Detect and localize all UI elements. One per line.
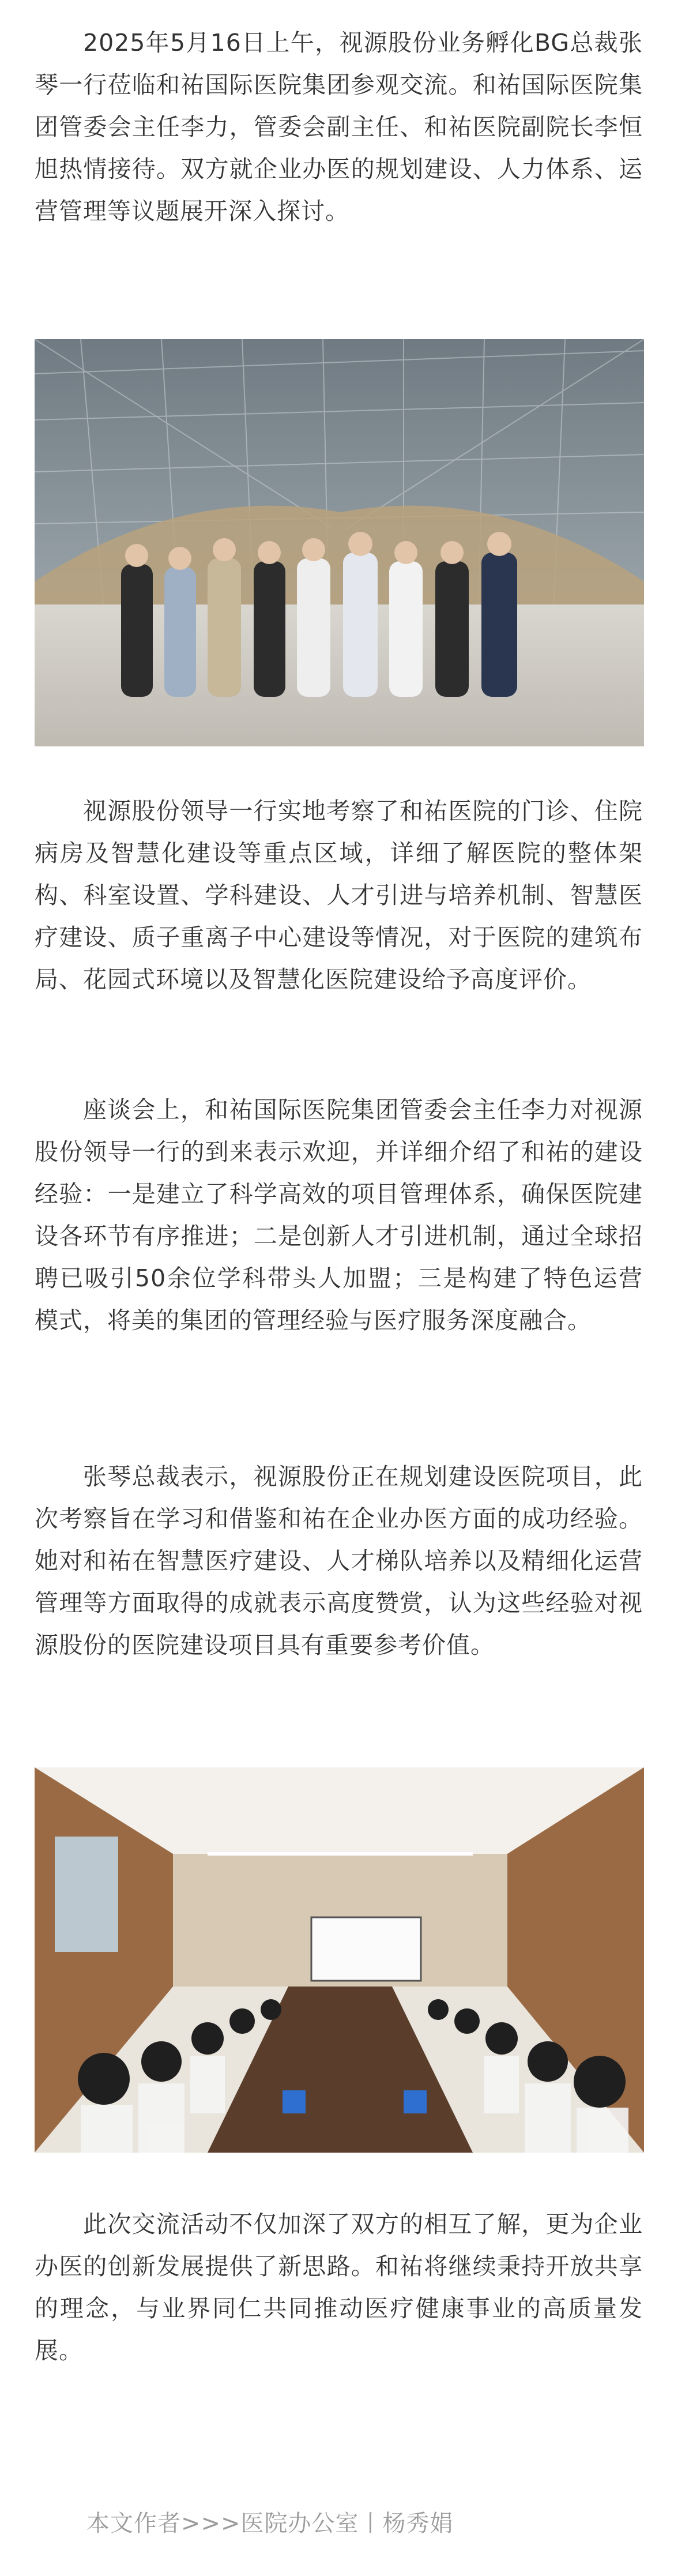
paragraph-intro: 2025年5月16日上午，视源股份业务孵化BG总裁张琴一行莅临和祐国际医院集团参观交流。和祐国际医院集团管委会主任李力，管委会副主任、和祐医院副院长李恒旭热情接待。双方就企业办医的规划建设、人力体系、运营管理等议题展开深入探讨。 [35, 29, 643, 225]
paragraph-meeting: 座谈会上，和祐国际医院集团管委会主任李力对视源股份领导一行的到来表示欢迎，并详细介绍了和祐的建设经验：一是建立了科学高效的项目管理体系，确保医院建设各环节有序推进；二是创新人才引进机制，通过全球招聘已吸引50余位学科带头人加盟；三是构建了特色运营模式，将美的集团的管理经验与医疗服务深度融合。 [35, 1096, 643, 1334]
group-photo [35, 339, 644, 746]
paragraph-remarks: 张琴总裁表示，视源股份正在规划建设医院项目，此次考察旨在学习和借鉴和祐在企业办医方面的成功经验。她对和祐在智慧医疗建设、人才梯队培养以及精细化运营管理等方面取得的成就表示高度赞赏，认为这些经验对视源股份的医院建设项目具有重要参考价值。 [35, 1463, 643, 1659]
author-line: 本文作者>>>医院办公室丨杨秀娟 [86, 2510, 454, 2537]
group-photo-illustration [35, 339, 644, 746]
paragraph-visit: 视源股份领导一行实地考察了和祐医院的门诊、住院病房及智慧化建设等重点区域，详细了解医院的整体架构、科室设置、学科建设、人才引进与培养机制、智慧医疗建设、质子重离子中心建设等情况，对于医院的建筑布局、花园式环境以及智慧化医院建设给予高度评价。 [35, 797, 643, 993]
meeting-photo [35, 1767, 644, 2153]
meeting-photo-illustration [35, 1767, 644, 2153]
paragraph-conclusion: 此次交流活动不仅加深了双方的相互了解，更为企业办医的创新发展提供了新思路。和祐将继续秉持开放共享的理念，与业界同仁共同推动医疗健康事业的高质量发展。 [35, 2210, 643, 2364]
